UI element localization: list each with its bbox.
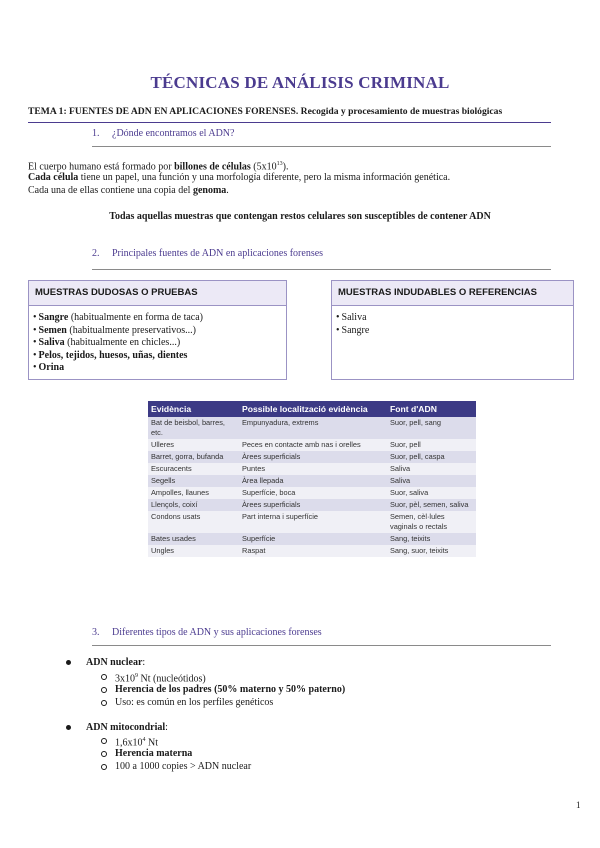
cell-dna-source: Saliva: [387, 475, 476, 487]
section-3-title: Diferentes tipos de ADN y sus aplicaciones forenses: [112, 627, 322, 638]
cell-evidence: Ampolles, llaunes: [148, 487, 239, 499]
cell-dna-source: Suor, saliva: [387, 487, 476, 499]
list-item: [33, 362, 286, 375]
text-run: El cuerpo humano está formado por: [28, 161, 175, 173]
circle-bullet-icon: [101, 751, 107, 757]
highlight-statement: Todas aquellas muestras que contengan restos celulares son susceptibles de contener ADN: [109, 211, 491, 222]
text-bold: billones de células: [174, 161, 251, 173]
section-2-number: 2.: [92, 248, 100, 259]
nuclear-dna-label: [86, 656, 145, 669]
table-row: [148, 475, 476, 487]
sub-text-bold: Herencia materna: [115, 748, 193, 759]
section-2-heading: [92, 248, 323, 259]
cell-evidence: Ungles: [148, 545, 239, 557]
cell-dna-source: Semen, cèl·lules vaginals o rectals: [387, 511, 476, 533]
questioned-samples-list: [29, 306, 286, 375]
section-1-rule: [92, 146, 551, 147]
label-colon: :: [142, 657, 146, 668]
circle-bullet-icon: [101, 674, 107, 680]
cell-location: Superfície: [239, 533, 387, 545]
table-row: [148, 545, 476, 557]
header-location: Possible localització evidència: [239, 401, 387, 417]
cell-dna-source: Suor, pell, caspa: [387, 451, 476, 463]
cell-evidence: Llençols, coixí: [148, 499, 239, 511]
cell-dna-source: Suor, pèl, semen, saliva: [387, 499, 476, 511]
table-header-row: [148, 401, 476, 417]
item-bold: Pelos, tejidos, huesos, uñas, dientes: [38, 349, 188, 361]
table-row: [148, 439, 476, 451]
item-bold: Orina: [38, 362, 65, 373]
circle-bullet-icon: [101, 687, 107, 693]
document-title: TÉCNICAS DE ANÁLISIS CRIMINAL: [150, 73, 450, 92]
item-text: (habitualmente preservativos...): [66, 324, 196, 336]
text-run: tiene un papel, una función y una morfología diferente, pero la misma información genética.: [78, 172, 451, 183]
sub-text-bold: Herencia de los padres (50% materno y 50% paterno): [115, 684, 346, 695]
cell-location: Raspat: [239, 545, 387, 557]
header-dna-source: Font d'ADN: [387, 401, 476, 417]
label-bold: ADN nuclear: [86, 657, 143, 668]
list-item: [33, 337, 286, 350]
table-body: [148, 417, 476, 557]
text-run: 3x10: [115, 673, 135, 685]
text-run: ).: [282, 161, 289, 173]
text-run: .: [226, 185, 229, 196]
sub-text: 100 a 1000 copies > ADN nuclear: [115, 761, 252, 772]
sub-text: Uso: es común en los perfiles genéticos: [115, 697, 274, 708]
item-text: (habitualmente en chicles...): [64, 337, 181, 348]
bullet-icon: [66, 725, 71, 730]
cell-dna-source: Suor, pell, sang: [387, 417, 476, 439]
table-row: [148, 451, 476, 463]
header-evidence: Evidència: [148, 401, 239, 417]
cell-location: Empunyadura, extrems: [239, 417, 387, 439]
mito-dna-label: [86, 721, 168, 734]
cell-location: Àrea llepada: [239, 475, 387, 487]
cell-evidence: Bat de beisbol, barres, etc.: [148, 417, 239, 439]
label-bold: ADN mitocondrial: [86, 722, 166, 733]
cell-evidence: Condons usats: [148, 511, 239, 533]
cell-evidence: Barret, gorra, bufanda: [148, 451, 239, 463]
section-1-title: ¿Dónde encontramos el ADN?: [112, 128, 235, 139]
table-row: [148, 417, 476, 439]
cell-dna-source: Sang, suor, teixits: [387, 545, 476, 557]
page-number: 1: [576, 800, 581, 810]
cell-evidence: Segells: [148, 475, 239, 487]
table-row: [148, 499, 476, 511]
reference-samples-title: MUESTRAS INDUDABLES O REFERENCIAS: [332, 281, 573, 306]
superscript: 13: [276, 161, 283, 167]
evidence-table: [148, 401, 476, 557]
paragraph-line-3: [28, 184, 229, 197]
text-bold: Cada célula: [28, 172, 79, 183]
cell-location: Puntes: [239, 463, 387, 475]
table-row: [148, 533, 476, 545]
cell-location: Superfície, boca: [239, 487, 387, 499]
item-bold: Saliva: [38, 337, 65, 348]
section-2-rule: [92, 269, 551, 270]
list-item: [33, 325, 286, 338]
cell-location: Àrees superficials: [239, 499, 387, 511]
text-bold: genoma: [192, 185, 227, 196]
cell-dna-source: Sang, teixits: [387, 533, 476, 545]
list-item: • Sangre: [336, 325, 573, 338]
list-item: • Saliva: [336, 312, 573, 325]
section-3-number: 3.: [92, 627, 100, 638]
cell-dna-source: Saliva: [387, 463, 476, 475]
topic-heading: TEMA 1: FUENTES DE ADN EN APLICACIONES FORENSES. Recogida y procesamiento de muestras biológicas: [28, 106, 551, 123]
circle-bullet-icon: [101, 738, 107, 744]
text-run: Nt: [145, 737, 158, 749]
text-run: Nt (nucleótidos): [138, 673, 206, 685]
section-1-heading: [92, 128, 234, 139]
list-item: [33, 312, 286, 325]
item-bold: Semen: [38, 324, 67, 336]
cell-location: Peces en contacte amb nas i orelles: [239, 439, 387, 451]
reference-samples-box: [331, 280, 574, 380]
section-3-heading: [92, 627, 322, 638]
cell-location: Àrees superficials: [239, 451, 387, 463]
circle-bullet-icon: [101, 764, 107, 770]
table-row: [148, 463, 476, 475]
circle-bullet-icon: [101, 700, 107, 706]
cell-evidence: Bates usades: [148, 533, 239, 545]
cell-location: Part interna i superfície: [239, 511, 387, 533]
superscript: 4: [142, 737, 146, 743]
questioned-samples-box: [28, 280, 287, 380]
table-row: [148, 487, 476, 499]
list-item: [33, 350, 286, 363]
section-2-title: Principales fuentes de ADN en aplicaciones forenses: [112, 248, 324, 259]
superscript: 9: [135, 673, 138, 679]
table-row: [148, 511, 476, 533]
label-colon: :: [165, 722, 168, 733]
cell-dna-source: Suor, pell: [387, 439, 476, 451]
cell-evidence: Escuracents: [148, 463, 239, 475]
bullet-icon: [66, 660, 71, 665]
section-1-number: 1.: [92, 128, 100, 139]
section-3-rule: [92, 645, 551, 646]
cell-evidence: Ulleres: [148, 439, 239, 451]
text-run: Cada una de ellas contiene una copia del: [28, 185, 193, 196]
questioned-samples-title: MUESTRAS DUDOSAS O PRUEBAS: [29, 281, 286, 306]
reference-samples-list: [332, 306, 573, 337]
item-text: (habitualmente en forma de taca): [68, 312, 203, 323]
paragraph-line-2: [28, 171, 450, 184]
item-bold: Sangre: [38, 312, 69, 323]
text-run: 1,6x10: [115, 737, 143, 749]
text-run: (5x10: [250, 161, 277, 173]
